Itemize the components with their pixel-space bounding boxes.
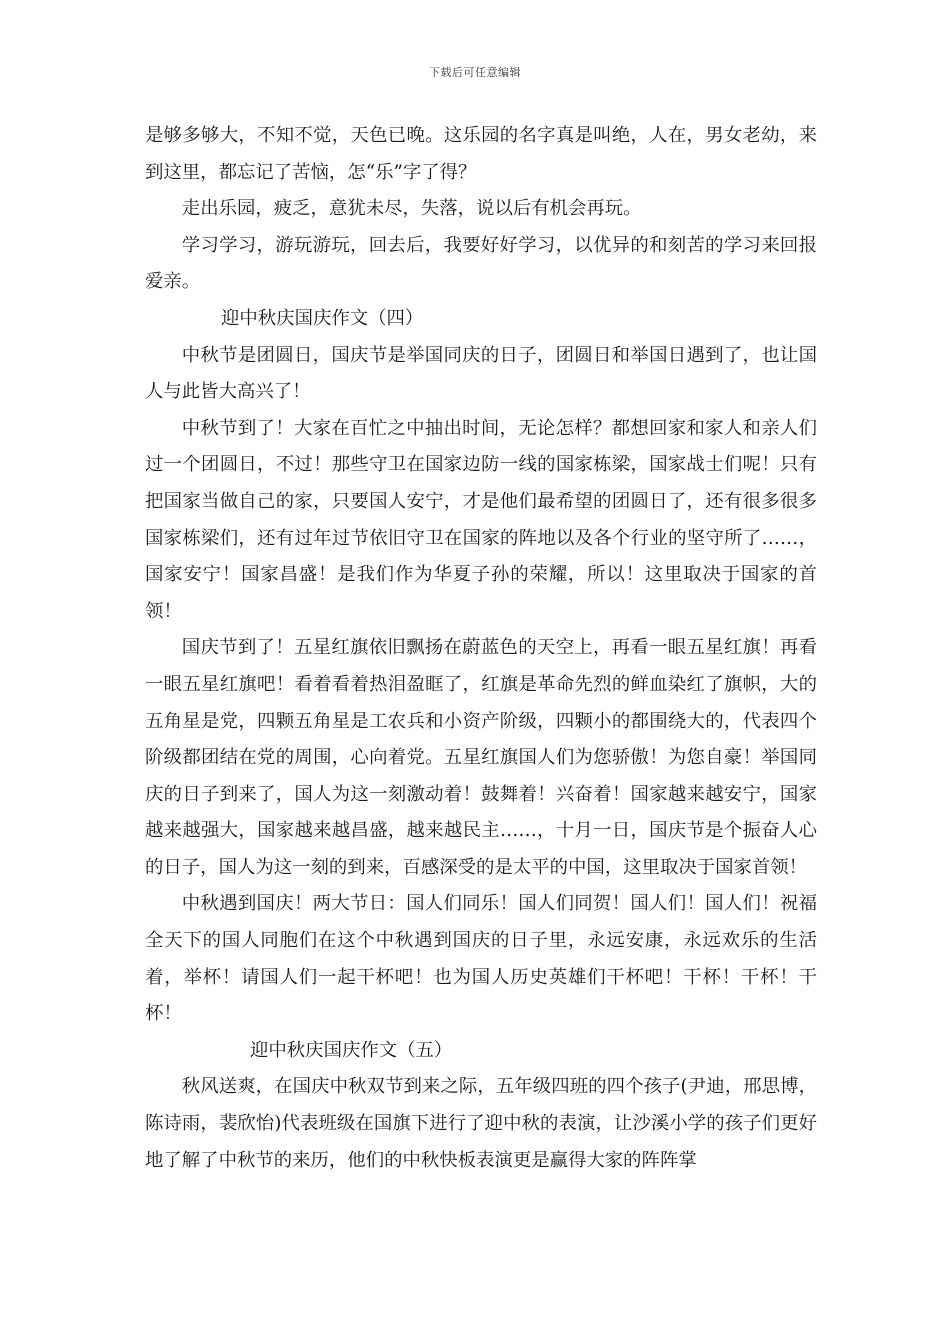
document-body [145, 118, 817, 1179]
section-heading-5: 迎中秋庆国庆作文（五） [250, 1039, 453, 1061]
paragraph: 中秋节是团圆日，国庆节是举国同庆的日子，团圆日和举国日遇到了，也让国人与此皆大高兴了！ [145, 344, 817, 403]
paragraph: 学习学习，游玩游玩，回去后，我要好好学习，以优异的和刻苦的学习来回报爱亲。 [145, 234, 817, 293]
paragraph: 中秋遇到国庆！两大节日：国人们同乐！国人们同贺！国人们！国人们！祝福全天下的国人同胞们在这个中秋遇到国庆的日子里，永远安康，永远欢乐的生活着，举杯！请国人们一起干杯吧！也为国人历史英雄们干杯吧！干杯！干杯！干杯！ [145, 893, 817, 1025]
paragraph: 走出乐园，疲乏，意犹未尽，失落，说以后有机会再玩。 [181, 198, 642, 220]
section-heading-4: 迎中秋庆国庆作文（四） [221, 307, 424, 329]
paragraph: 秋风送爽，在国庆中秋双节到来之际，五年级四班的四个孩子(尹迪，邢思博，陈诗雨，裴欣怡)代表班级在国旗下进行了迎中秋的表演，让沙溪小学的孩子们更好地了解了中秋节的来历，他们的中秋快板表演更是赢得大家的阵阵掌 [145, 1076, 817, 1171]
paragraph: 中秋节到了！大家在百忙之中抽出时间，无论怎样？都想回家和家人和亲人们过一个团圆日，不过！那些守卫在国家边防一线的国家栋梁，国家战士们呢！只有把国家当做自己的家，只要国人安宁，才是他们最希望的团圆日了，还有很多很多国家栋梁们，还有过年过节依旧守卫在国家的阵地以及各个行业的坚守所了……，国家安宁！国家昌盛！是我们作为华夏子孙的荣耀，所以！这里取决于国家的首领！ [145, 417, 817, 622]
paragraph: 国庆节到了！五星红旗依旧飘扬在蔚蓝色的天空上，再看一眼五星红旗！再看一眼五星红旗吧！看着看着热泪盈眶了，红旗是革命先烈的鲜血染红了旗帜，大的五角星是党，四颗五角星是工农兵和小资产阶级，四颗小的都围绕大的，代表四个阶级都团结在党的周围，心向着党。五星红旗国人们为您骄傲！为您自豪！举国同庆的日子到来了，国人为这一刻激动着！鼓舞着！兴奋着！国家越来越安宁，国家越来越强大，国家越来越昌盛，越来越民主……，十月一日，国庆节是个振奋人心的日子，国人为这一刻的到来，百感深受的是太平的中国，这里取决于国家首领！ [145, 637, 817, 878]
paragraph-continuation: 是够多够大，不知不觉，天色已晚。这乐园的名字真是叫绝，人在，男女老幼，来到这里，都忘记了苦恼，怎“乐”字了得？ [145, 125, 817, 183]
page-header-note: 下载后可任意编辑 [429, 66, 521, 79]
